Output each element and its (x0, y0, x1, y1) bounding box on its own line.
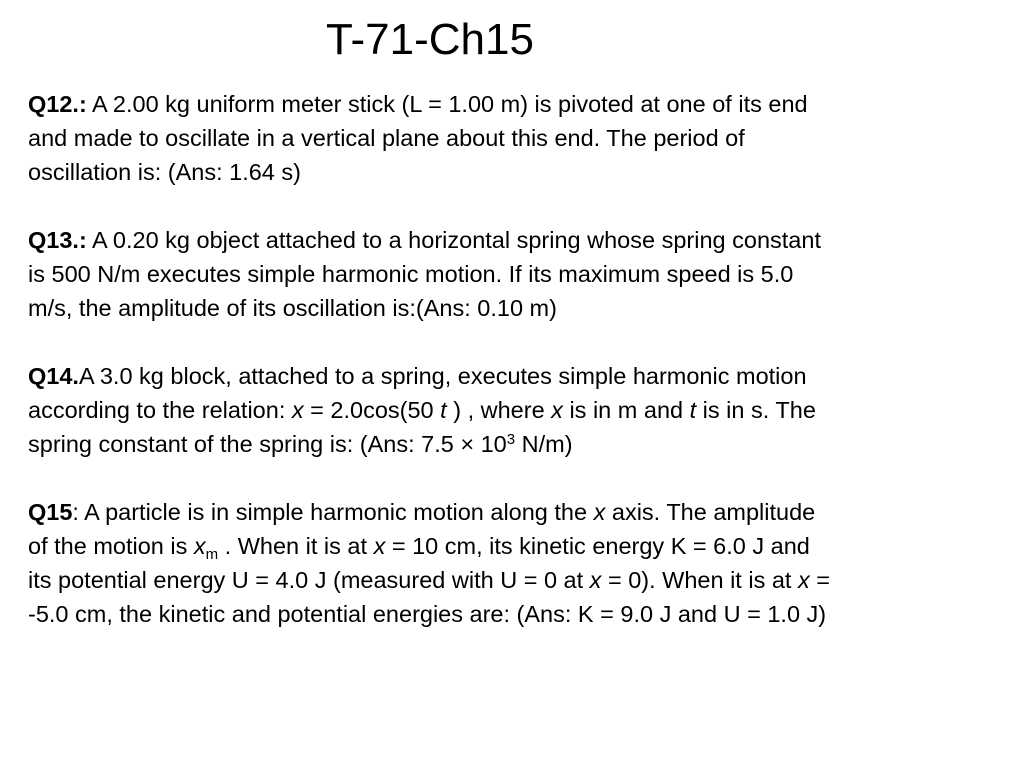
q14-var-t-1: t (440, 397, 447, 423)
question-q14 (28, 359, 1008, 461)
q14-exponent: 3 (506, 431, 516, 448)
q14-line-1 (28, 359, 1008, 393)
q14-text-2a: according to the relation: (28, 397, 292, 423)
q14-text-2c: ) , where (446, 397, 552, 423)
q15-label: Q15 (28, 499, 73, 525)
q15-var-x-3: x (589, 567, 602, 593)
q15-var-x-1: x (593, 499, 606, 525)
q14-var-x-1: x (291, 397, 304, 423)
q14-line-3 (28, 427, 1008, 461)
q14-var-x-2: x (551, 397, 563, 423)
q12-line-1 (28, 87, 1008, 121)
q15-var-xm: x (193, 533, 206, 559)
q15-var-x-4: x (797, 567, 810, 593)
q15-line-4: -5.0 cm, the kinetic and potential energies are: (Ans: K = 9.0 J and U = 1.0 J) (28, 601, 827, 627)
question-q15 (28, 495, 1008, 631)
q15-text-2b: . When it is at (218, 533, 374, 559)
q14-label: Q14. (28, 363, 79, 389)
q15-text-2a: of the motion is (28, 533, 194, 559)
q13-line-3: m/s, the amplitude of its oscillation is:(Ans: 0.10 m) (28, 295, 557, 321)
q14-line-2 (28, 393, 1008, 427)
q12-label: Q12.: (28, 91, 87, 117)
q15-var-x-2: x (373, 533, 386, 559)
q15-text-1a: : A particle is in simple harmonic motion along the (72, 499, 594, 525)
q15-text-3b: = 0). When it is at (601, 567, 798, 593)
q14-text-3a: spring constant of the spring is: (Ans: 7.5 × 10 (28, 431, 507, 457)
q14-text-2e: is in s. The (696, 397, 816, 423)
slide-body (28, 87, 1008, 665)
q15-text-3c: = (809, 567, 830, 593)
q14-text-3b: N/m) (515, 431, 573, 457)
q14-var-t-2: t (689, 397, 697, 423)
q12-text-1: A 2.00 kg uniform meter stick (L = 1.00 m) is pivoted at one of its end (86, 91, 808, 117)
q15-subscript-m: m (205, 546, 219, 563)
q15-line-1 (28, 495, 1008, 529)
q12-line-3: oscillation is: (Ans: 1.64 s) (28, 159, 301, 185)
question-q12 (28, 87, 1008, 189)
question-q13 (28, 223, 1008, 325)
q12-line-2: and made to oscillate in a vertical plane about this end. The period of (28, 125, 745, 151)
q15-text-2c: = 10 cm, its kinetic energy K = 6.0 J and (385, 533, 810, 559)
slide-title: T-71-Ch15 (326, 15, 534, 64)
q15-text-3a: its potential energy U = 4.0 J (measured with U = 0 at (28, 567, 590, 593)
q13-text-1: A 0.20 kg object attached to a horizontal spring whose spring constant (86, 227, 821, 253)
q13-line-2: is 500 N/m executes simple harmonic motion. If its maximum speed is 5.0 (28, 261, 794, 287)
q13-label: Q13.: (28, 227, 87, 253)
q15-text-1b: axis. The amplitude (605, 499, 816, 525)
q15-line-3 (28, 563, 1008, 597)
q13-line-1 (28, 223, 1008, 257)
q14-text-1: A 3.0 kg block, attached to a spring, executes simple harmonic motion (78, 363, 807, 389)
q14-text-2d: is in m and (562, 397, 690, 423)
q14-text-2b: = 2.0cos(50 (303, 397, 441, 423)
q15-line-2 (28, 529, 1008, 563)
